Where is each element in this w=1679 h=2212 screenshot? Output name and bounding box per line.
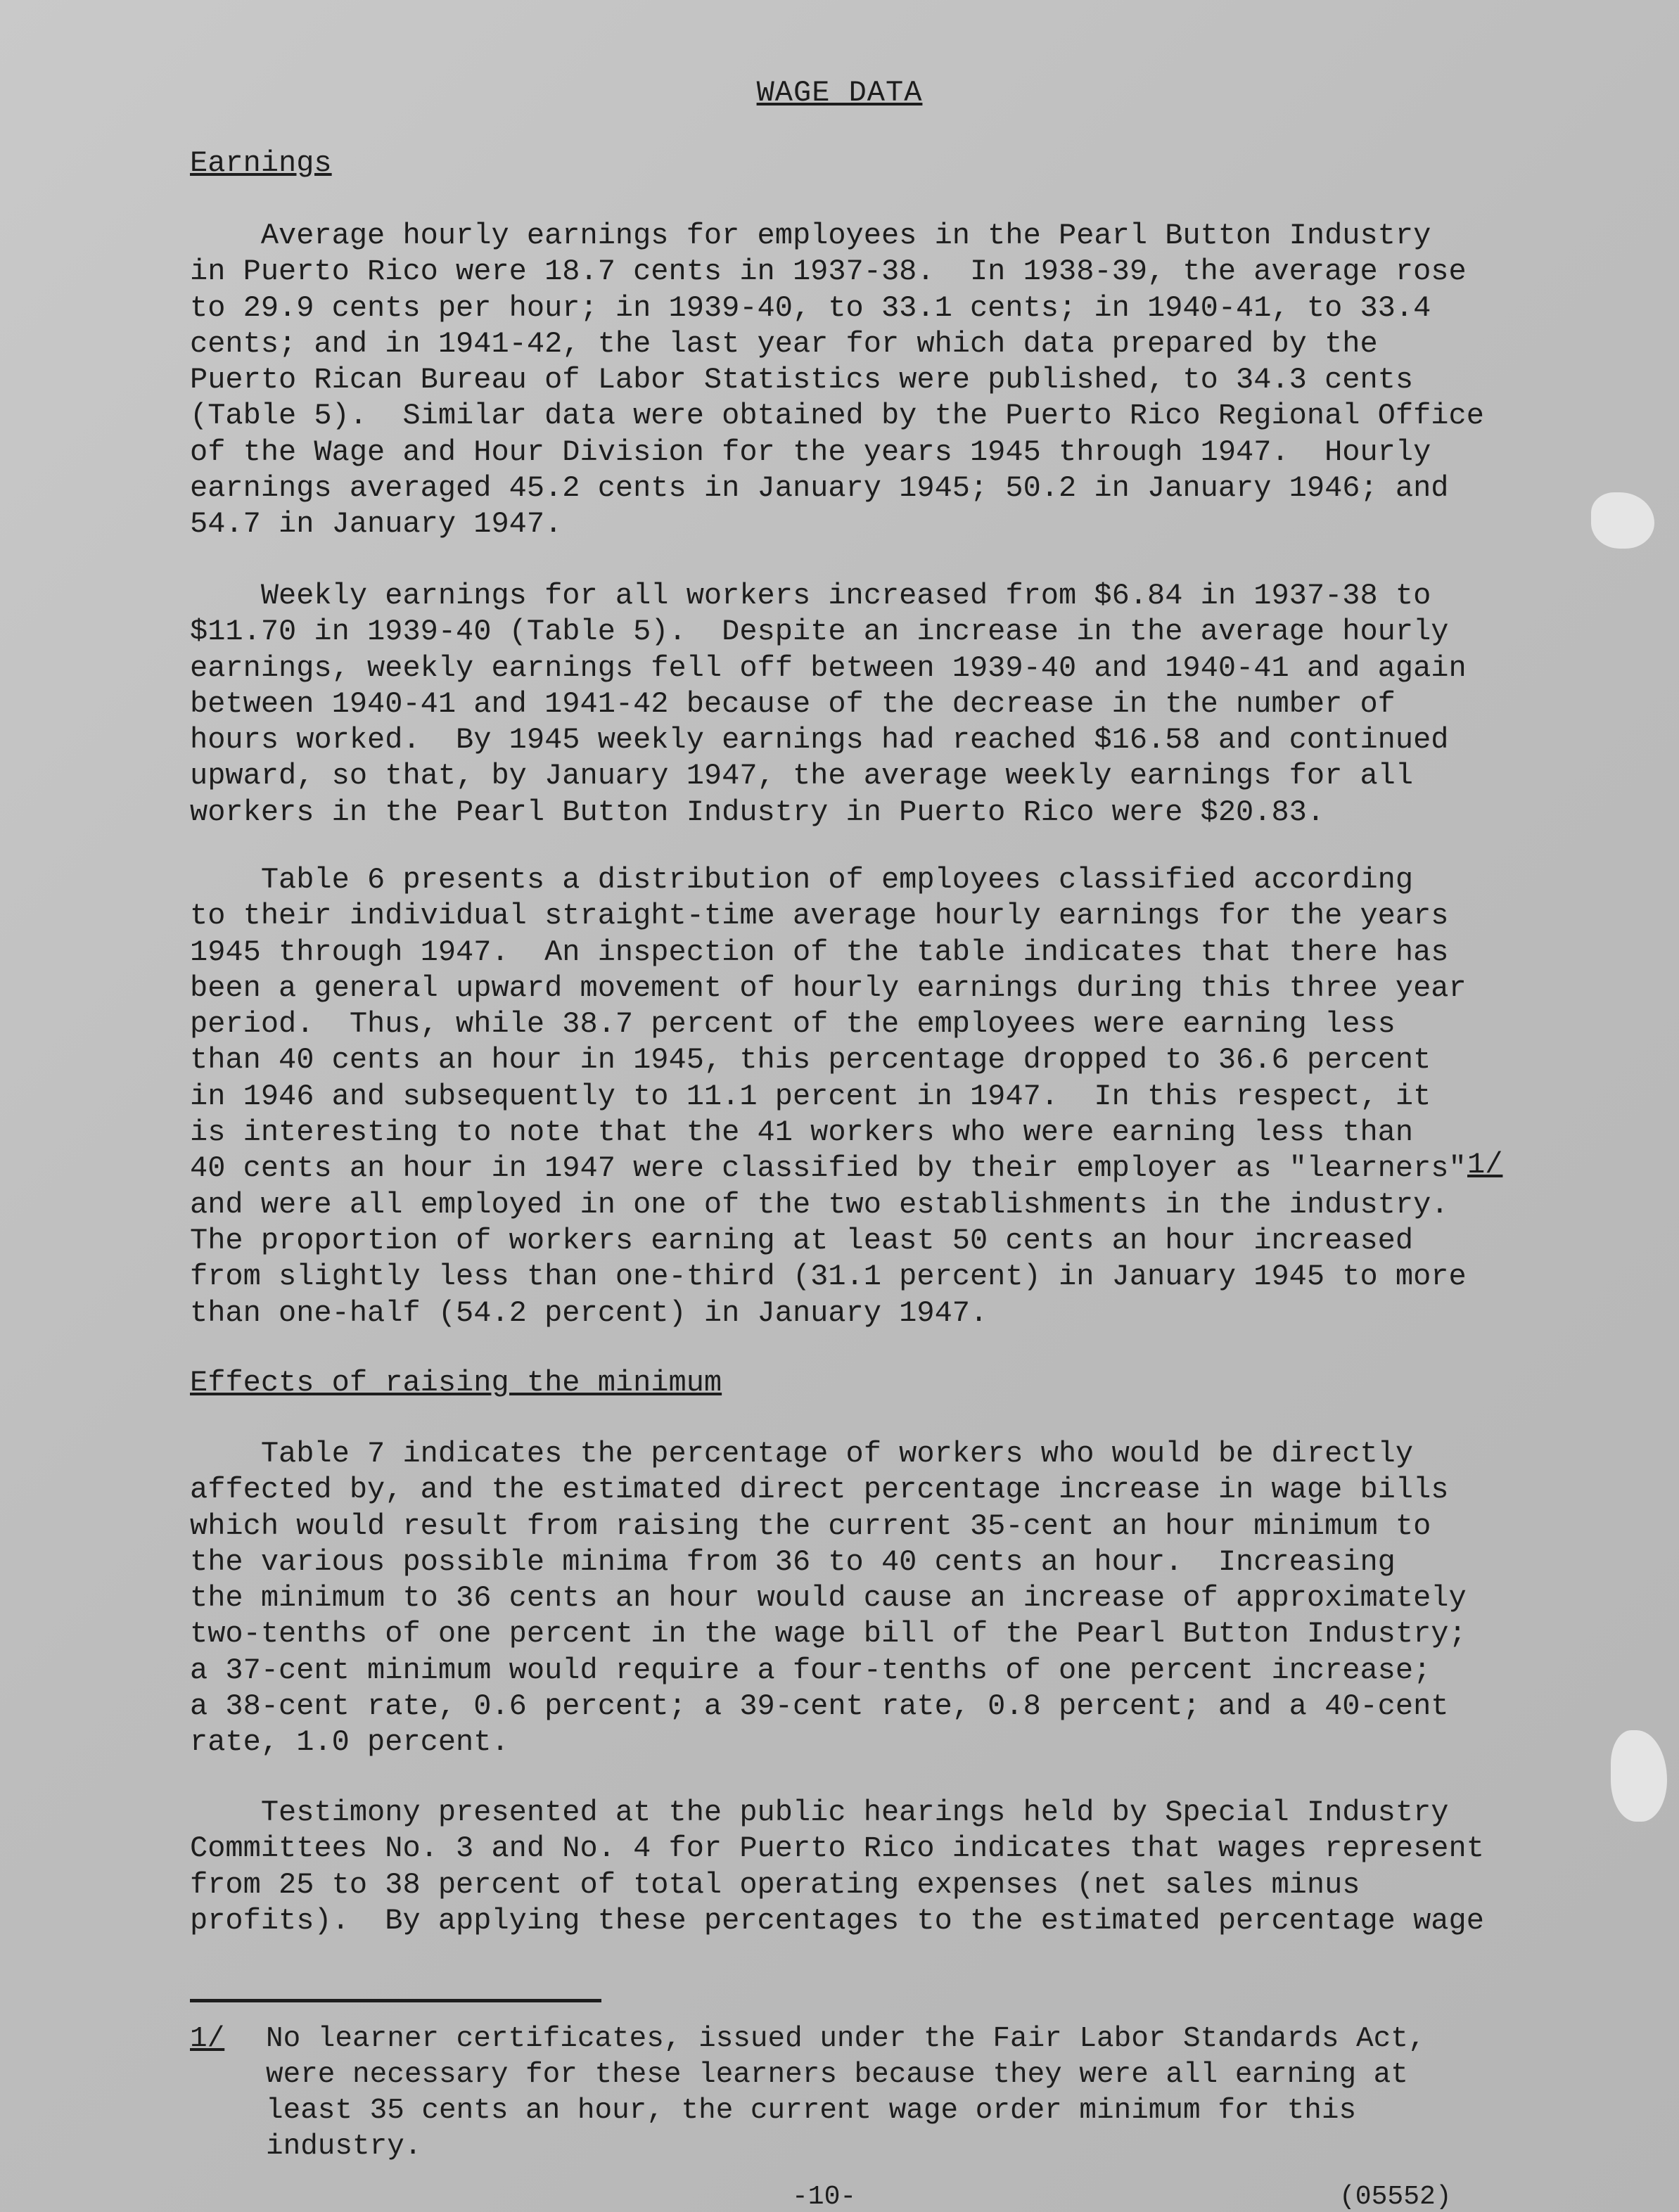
text-line: The proportion of workers earning at least 50 cents an hour increased [190,1223,1414,1258]
text-line: Testimony presented at the public hearings held by Special Industry [190,1796,1449,1829]
footnote-divider [190,1999,601,2002]
text-line: the minimum to 36 cents an hour would cause an increase of approximately [190,1581,1467,1616]
text-line: 1945 through 1947. An inspection of the table indicates that there has [190,935,1449,969]
document-code: (05552) [1339,2182,1452,2212]
footnote-mark: 1/ [190,2023,225,2055]
text-line: 40 cents an hour in 1947 were classified by their employer as "learners" [190,1151,1467,1186]
text-line: 54.7 in January 1947. [190,507,563,542]
text-line: affected by, and the estimated direct percentage increase in wage bills [190,1473,1449,1507]
text-line: Puerto Rican Bureau of Labor Statistics were published, to 34.3 cents [190,363,1414,397]
text-line: workers in the Pearl Button Industry in Puerto Rico were $20.83. [190,795,1325,829]
text-line: No learner certificates, issued under the Fair Labor Standards Act, [266,2023,1426,2055]
paper-tear [1591,492,1654,549]
text-line: least 35 cents an hour, the current wage order minimum for this [266,2095,1357,2127]
text-line: than 40 cents an hour in 1945, this percentage dropped to 36.6 percent [190,1043,1431,1078]
text-line: to their individual straight-time average hourly earnings for the years [190,899,1449,933]
page-number: -10- [792,2182,857,2212]
section-heading-earnings: Earnings [190,146,332,180]
text-line: earnings averaged 45.2 cents in January 1945; 50.2 in January 1946; and [190,471,1449,506]
text-line: were necessary for these learners because they were all earning at [266,2059,1408,2091]
text-line: rate, 1.0 percent. [190,1725,509,1760]
text-line: a 37-cent minimum would require a four-tenths of one percent increase; [190,1653,1431,1687]
text-line: two-tenths of one percent in the wage bill of the Pearl Button Industry; [190,1617,1467,1651]
text-line: from 25 to 38 percent of total operating expenses (net sales minus [190,1867,1360,1902]
text-line: from slightly less than one-third (31.1 percent) in January 1945 to more [190,1260,1467,1294]
text-line: Average hourly earnings for employees in the Pearl Button Industry [190,219,1431,252]
text-line: is interesting to note that the 41 workers who were earning less than [190,1115,1414,1150]
section-heading-effects: Effects of raising the minimum [190,1366,722,1400]
text-line: period. Thus, while 38.7 percent of the employees were earning less [190,1007,1396,1042]
text-line: and were all employed in one of the two establishments in the industry. [190,1187,1449,1222]
text-line: cents; and in 1941-42, the last year for which data prepared by the [190,326,1378,361]
text-line: Committees No. 3 and No. 4 for Puerto Rico indicates that wages represent [190,1831,1484,1866]
paper-tear [1611,1730,1667,1822]
text-line: in 1946 and subsequently to 11.1 percent in 1947. In this respect, it [190,1079,1431,1113]
text-line: earnings, weekly earnings fell off between 1939-40 and 1940-41 and again [190,651,1467,685]
paragraph-weekly-earnings [190,578,1512,831]
text-line: been a general upward movement of hourly earnings during this three year [190,971,1467,1005]
text-line: Table 6 presents a distribution of employees classified according [190,863,1414,897]
text-line: hours worked. By 1945 weekly earnings had reached $16.58 and continued [190,723,1449,757]
text-line: Weekly earnings for all workers increased from $6.84 in 1937-38 to [190,579,1431,613]
text-line: Table 7 indicates the percentage of workers who would be directly [190,1437,1414,1471]
text-line: between 1940-41 and 1941-42 because of the decrease in the number of [190,686,1396,721]
paragraph-table-7 [190,1436,1512,1761]
text-line: (Table 5). Similar data were obtained by the Puerto Rico Regional Office [190,399,1484,433]
footnote-text [266,2021,1532,2165]
text-line: which would result from raising the current 35-cent an hour minimum to [190,1509,1431,1543]
text-line: to 29.9 cents per hour; in 1939-40, to 33.1 cents; in 1940-41, to 33.4 [190,290,1431,325]
text-line: the various possible minima from 36 to 40 cents an hour. Increasing [190,1545,1396,1579]
text-line: of the Wage and Hour Division for the years 1945 through 1947. Hourly [190,435,1431,469]
text-line: industry. [266,2130,422,2163]
paragraph-hourly-earnings [190,218,1512,543]
paragraph-testimony [190,1795,1512,1939]
text-line: profits). By applying these percentages to the estimated percentage wage [190,1903,1484,1938]
page-title: WAGE DATA [756,76,923,110]
text-line: upward, so that, by January 1947, the average weekly earnings for all [190,759,1414,793]
footnote-reference: 1/ [1467,1148,1503,1182]
paragraph-table-6 [190,862,1512,1331]
text-line: than one-half (54.2 percent) in January 1947. [190,1296,988,1330]
text-line: a 38-cent rate, 0.6 percent; a 39-cent rate, 0.8 percent; and a 40-cent [190,1689,1449,1724]
text-line: in Puerto Rico were 18.7 cents in 1937-38. In 1938-39, the average rose [190,255,1467,289]
text-line: $11.70 in 1939-40 (Table 5). Despite an increase in the average hourly [190,615,1449,649]
